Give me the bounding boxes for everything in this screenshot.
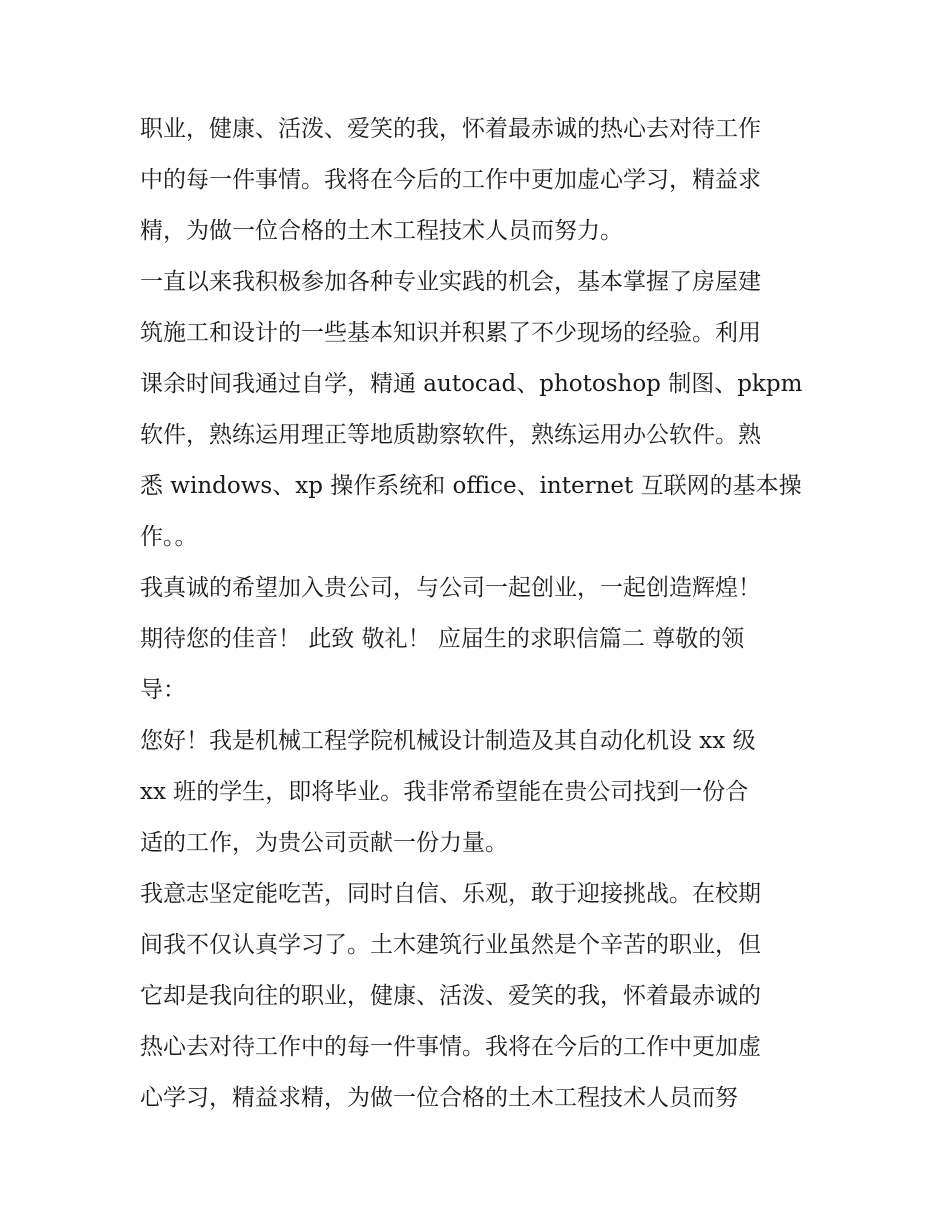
text-line: 热心去对待工作中的每一件事情。我将在今后的工作中更加虚 [140,1034,761,1060]
text-line: 课余时间我通过自学，精通 autocad、photoshop 制图、pkpm [140,371,803,397]
text-line: 软件，熟练运用理正等地质勘察软件，熟练运用办公软件。熟 [140,422,761,448]
text-line: 悉 windows、xp 操作系统和 office、internet 互联网的基本操 [140,473,802,499]
text-line: 您好！我是机械工程学院机械设计制造及其自动化机设 xx 级 [140,728,756,754]
text-line: 职业，健康、活泼、爱笑的我，怀着最赤诚的热心去对待工作 [140,116,761,142]
text-line: 我真诚的希望加入贵公司，与公司一起创业，一起创造辉煌！ [140,575,761,601]
text-line: 我意志坚定能吃苦，同时自信、乐观，敢于迎接挑战。在校期 [140,881,761,907]
text-line: 一直以来我积极参加各种专业实践的机会，基本掌握了房屋建 [140,269,761,295]
text-line: 它却是我向往的职业，健康、活泼、爱笑的我，怀着最赤诚的 [140,983,761,1009]
text-line: 心学习，精益求精，为做一位合格的土木工程技术人员而努 [140,1085,738,1111]
text-line: 精，为做一位合格的土木工程技术人员而努力。 [140,218,623,244]
text-line: 筑施工和设计的一些基本知识并积累了不少现场的经验。利用 [140,320,761,346]
text-line: 作。。 [140,524,198,550]
body-text [140,104,815,1124]
text-line: 期待您的佳音！ 此致 敬礼！ 应届生的求职信篇二 尊敬的领 [140,626,745,652]
text-line: 中的每一件事情。我将在今后的工作中更加虚心学习，精益求 [140,167,761,193]
text-line: 适的工作，为贵公司贡献一份力量。 [140,830,508,856]
text-line: 导： [140,677,186,703]
text-line: xx 班的学生，即将毕业。我非常希望能在贵公司找到一份合 [140,779,749,805]
text-line: 间我不仅认真学习了。土木建筑行业虽然是个辛苦的职业，但 [140,932,761,958]
